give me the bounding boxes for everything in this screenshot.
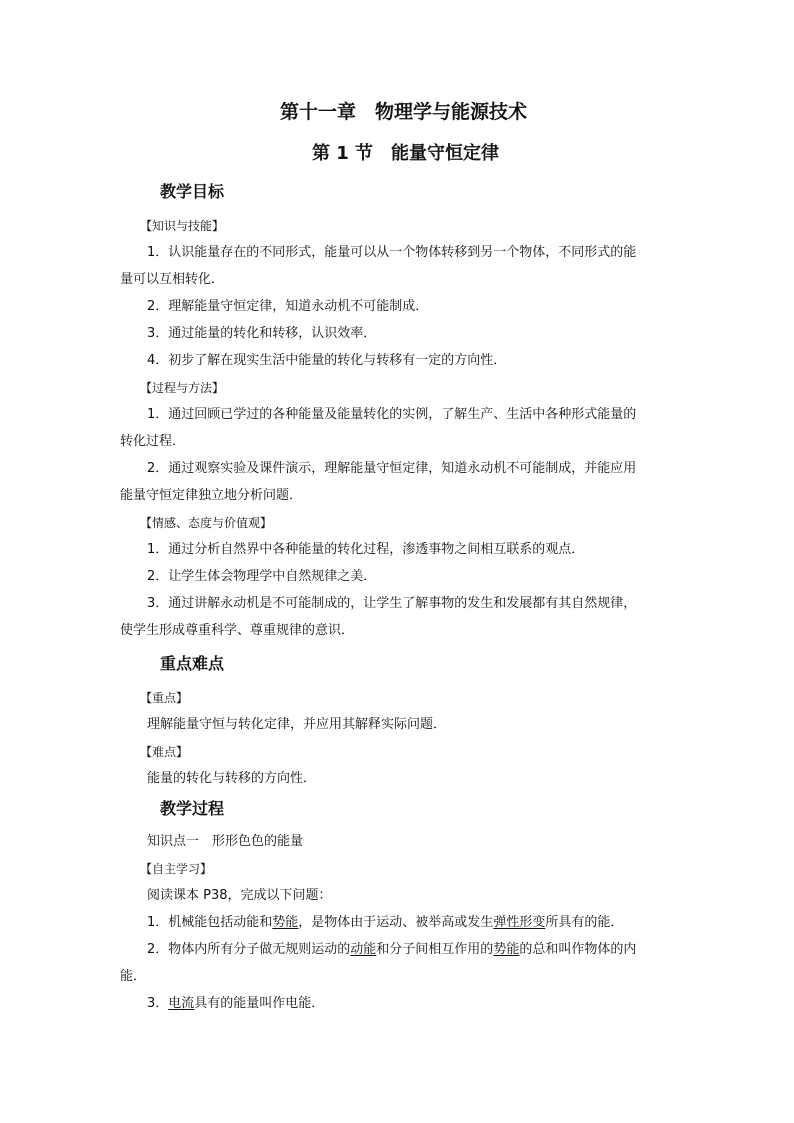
q2-part-1: 2．物体内所有分子做无规则运动的: [147, 942, 351, 957]
chapter-title: 第十一章 物理学与能源技术: [280, 101, 528, 123]
q1-part-1: 1．机械能包括动能和: [147, 915, 273, 930]
label-difficulty: 【难点】: [140, 745, 189, 759]
label-focus: 【重点】: [140, 691, 189, 705]
q1-part-2: ，是物体由于运动、被举高或发生: [298, 915, 494, 930]
emotion-item-2: 2．让学生体会物理学中自然规律之美．: [147, 569, 377, 584]
process-item-1: 1．通过回顾已学过的各种能量及能量转化的实例，了解生产、生活中各种形式能量的: [147, 407, 637, 422]
label-process-method: 【过程与方法】: [140, 381, 225, 395]
knowledge-item-2: 2．理解能量守恒定律，知道永动机不可能制成．: [147, 299, 429, 314]
process-item-2-cont: 能量守恒定律独立地分析问题．: [120, 488, 303, 503]
knowledge-item-3: 3．通过能量的转化和转移，认识效率．: [147, 326, 377, 341]
topic-title: 知识点一 形形色色的能量: [147, 834, 304, 849]
label-knowledge-skills: 【知识与技能】: [140, 219, 225, 233]
question-1: [147, 914, 623, 932]
process-item-2: 2．通过观察实验及课件演示，理解能量守恒定律，知道永动机不可能制成，并能应用: [147, 461, 637, 476]
question-2: [147, 941, 636, 959]
q1-answer-potential-energy: 势能: [272, 915, 299, 930]
knowledge-item-4: 4．初步了解在现实生活中能量的转化与转移有一定的方向性．: [147, 353, 507, 368]
label-emotion-values: 【情感、态度与价值观】: [140, 516, 273, 530]
q2-part-2: 和分子间相互作用的: [376, 942, 494, 957]
knowledge-item-1-cont: 量可以互相转化．: [120, 272, 225, 287]
focus-text: 理解能量守恒与转化定律，并应用其解释实际问题．: [147, 717, 447, 732]
heading-teaching-goals: 教学目标: [160, 182, 225, 201]
q3-part-2: 具有的能量叫作电能．: [194, 996, 325, 1011]
difficulty-text: 能量的转化与转移的方向性．: [147, 771, 317, 786]
reading-intro: 阅读课本 P38，完成以下问题：: [147, 888, 332, 903]
heading-teaching-process: 教学过程: [160, 799, 225, 818]
question-3: [147, 995, 324, 1013]
q1-part-3: 所具有的能．: [545, 915, 624, 930]
section-title: 第 1 节 能量守恒定律: [312, 143, 500, 164]
q2-answer-kinetic-energy: 动能: [350, 942, 377, 957]
q3-part-1: 3．: [147, 996, 169, 1011]
process-item-1-cont: 转化过程．: [120, 434, 186, 449]
emotion-item-3: 3．通过讲解永动机是不可能制成的，让学生了解事物的发生和发展都有其自然规律，: [147, 596, 637, 611]
q1-answer-elastic-deformation: 弹性形变: [493, 915, 546, 930]
emotion-item-1: 1．通过分析自然界中各种能量的转化过程，渗透事物之间相互联系的观点．: [147, 542, 585, 557]
knowledge-item-1: 1．认识能量存在的不同形式，能量可以从一个物体转移到另一个物体，不同形式的能: [147, 245, 637, 260]
q2-answer-potential-energy: 势能: [493, 942, 520, 957]
heading-key-points: 重点难点: [160, 654, 225, 673]
label-self-study: 【自主学习】: [140, 862, 213, 876]
emotion-item-3-cont: 使学生形成尊重科学、尊重规律的意识．: [120, 623, 355, 638]
q2-part-3: 的总和叫作物体的内: [519, 942, 637, 957]
question-2-cont: 能．: [120, 969, 147, 984]
q3-answer-current: 电流: [168, 996, 195, 1011]
